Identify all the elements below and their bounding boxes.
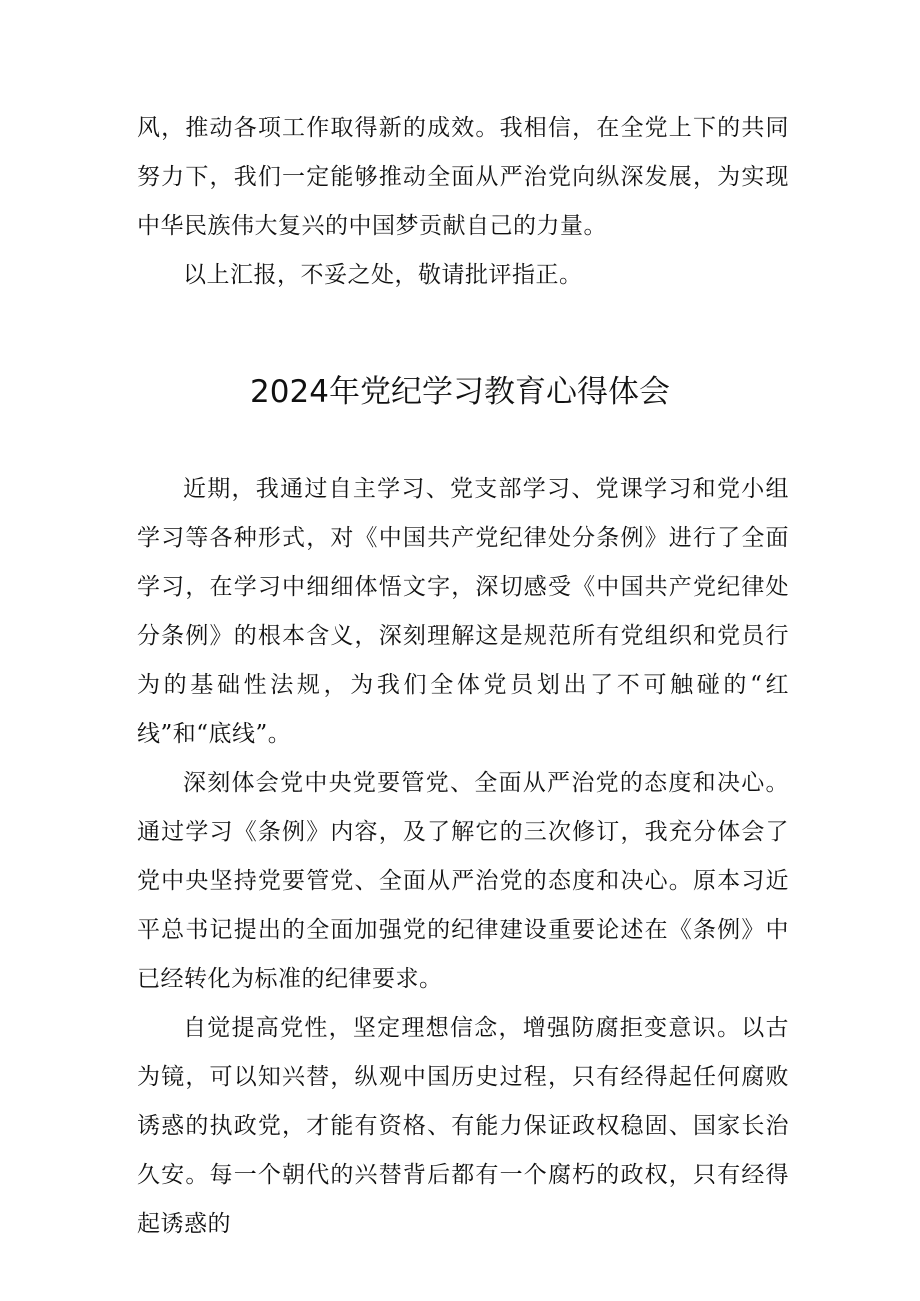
document-body [137,465,789,1249]
continuation-paragraph: 风，推动各项工作取得新的成效。我相信，在全党上下的共同努力下，我们一定能够推动全面从严治党向纵深发展，为实现中华民族伟大复兴的中国梦贡献自己的力量。 [137,115,789,239]
previous-section-text [137,104,789,300]
body-paragraph-3: 自觉提高党性，坚定理想信念，增强防腐拒变意识。以古为镜，可以知兴替，纵观中国历史过程，只有经得起任何腐败诱惑的执政党，才能有资格、有能力保证政权稳固、国家长治久安。每一个朝代的兴替背后都有一个腐朽的政权，只有经得起诱惑的 [137,1015,789,1237]
body-paragraph-1: 近期，我通过自主学习、党支部学习、党课学习和党小组学习等各种形式，对《中国共产党纪律处分条例》进行了全面学习，在学习中细细体悟文字，深切感受《中国共产党纪律处分条例》的根本含义，深刻理解这是规范所有党组织和党员行为的基础性法规，为我们全体党员划出了不可触碰的“红线”和“底线”。 [137,476,789,747]
document-title: 2024年党纪学习教育心得体会 [250,374,670,410]
body-paragraph-2: 深刻体会党中央党要管党、全面从严治党的态度和决心。通过学习《条例》内容，及了解它的三次修订，我充分体会了党中央坚持党要管党、全面从严治党的态度和决心。原本习近平总书记提出的全面加强党的纪律建设重要论述在《条例》中已经转化为标准的纪律要求。 [137,770,789,992]
closing-paragraph: 以上汇报，不妥之处，敬请批评指正。 [183,262,583,288]
